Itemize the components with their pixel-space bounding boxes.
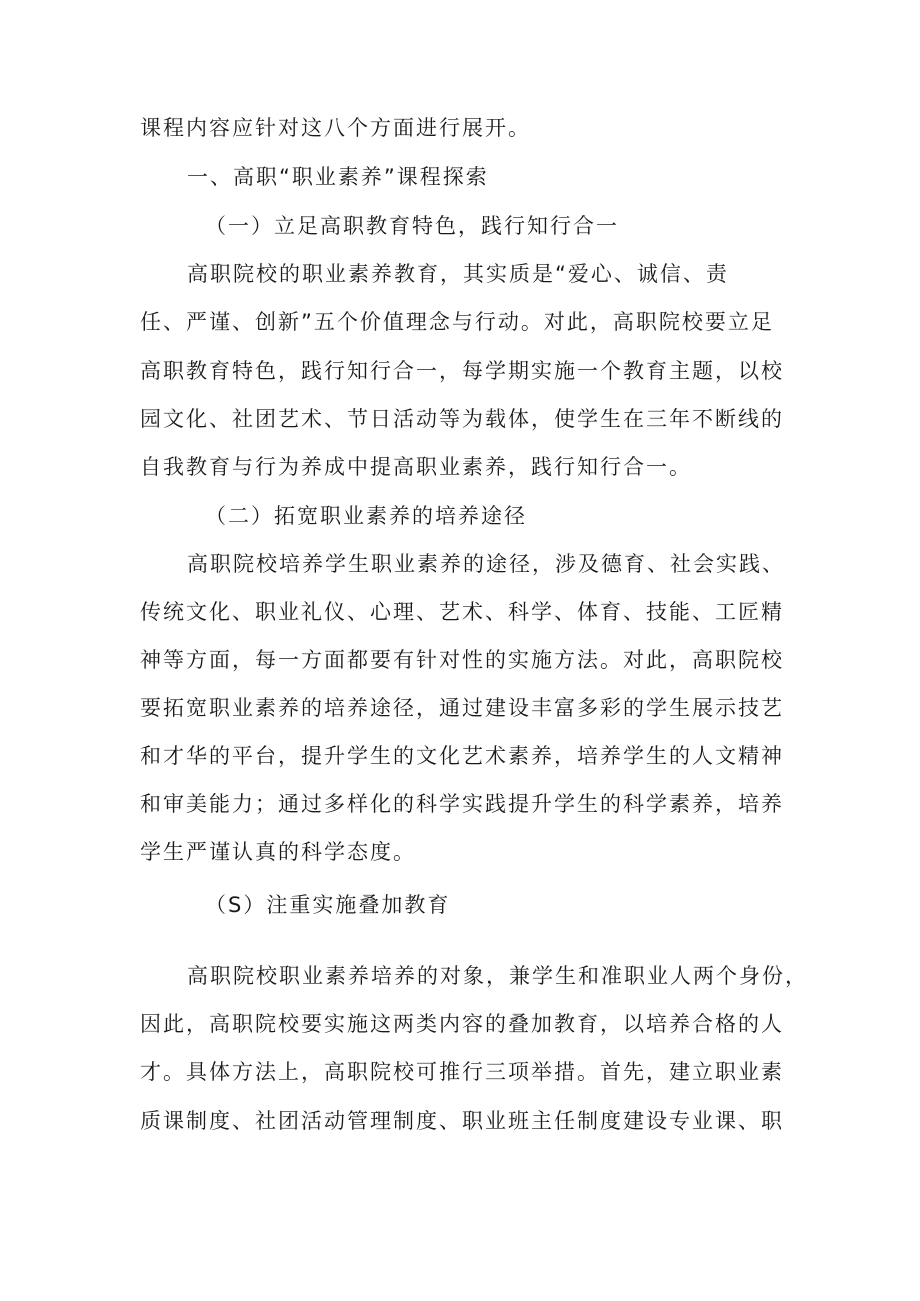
paragraph-line: 和才华的平台，提升学生的文化艺术素养，培养学生的人文精神 <box>140 744 784 768</box>
paragraph-line: 神等方面，每一方面都要有针对性的实施方法。对此，高职院校 <box>140 648 784 672</box>
paragraph-line: 高职院校的职业素养教育，其实质是“爱心、诚信、责 <box>187 262 729 286</box>
paragraph-line: 因此，高职院校要实施这两类内容的叠加教育，以培养合格的人 <box>140 1012 784 1036</box>
subsection-heading: （二）拓宽职业素养的培养途径 <box>205 504 527 528</box>
paragraph-line: 才。具体方法上，高职院校可推行三项举措。首先，建立职业素 <box>140 1060 784 1084</box>
paragraph-line: 学生严谨认真的科学态度。 <box>140 840 416 864</box>
paragraph-line: 园文化、社团艺术、节日活动等为载体，使学生在三年不断线的 <box>140 407 784 431</box>
paragraph-line: 传统文化、职业礼仪、心理、艺术、科学、体育、技能、工匠精 <box>140 600 784 624</box>
paragraph-line: 高职院校职业素养培养的对象，兼学生和准职业人两个身份， <box>187 964 808 988</box>
section-heading: 一、高职“职业素养”课程探索 <box>187 165 489 189</box>
paragraph-line: 课程内容应针对这八个方面进行展开。 <box>140 116 531 140</box>
paragraph-line: 高职院校培养学生职业素养的途径，涉及德育、社会实践、 <box>187 552 785 576</box>
subsection-heading: （一）立足高职教育特色，践行知行合一 <box>205 214 619 238</box>
paragraph-line: 高职教育特色，践行知行合一，每学期实施一个教育主题，以校 <box>140 359 784 383</box>
paragraph-line: 自我教育与行为养成中提高职业素养，践行知行合一。 <box>140 455 692 479</box>
paragraph-line: 和审美能力；通过多样化的科学实践提升学生的科学素养，培养 <box>140 792 784 816</box>
paragraph-line: 要拓宽职业素养的培养途径，通过建设丰富多彩的学生展示技艺 <box>140 696 784 720</box>
paragraph-line: 质课制度、社团活动管理制度、职业班主任制度建设专业课、职 <box>140 1109 784 1133</box>
subsection-heading: （S）注重实施叠加教育 <box>205 893 451 917</box>
paragraph-line: 任、严谨、创新”五个价值理念与行动。对此，高职院校要立足 <box>140 310 774 334</box>
